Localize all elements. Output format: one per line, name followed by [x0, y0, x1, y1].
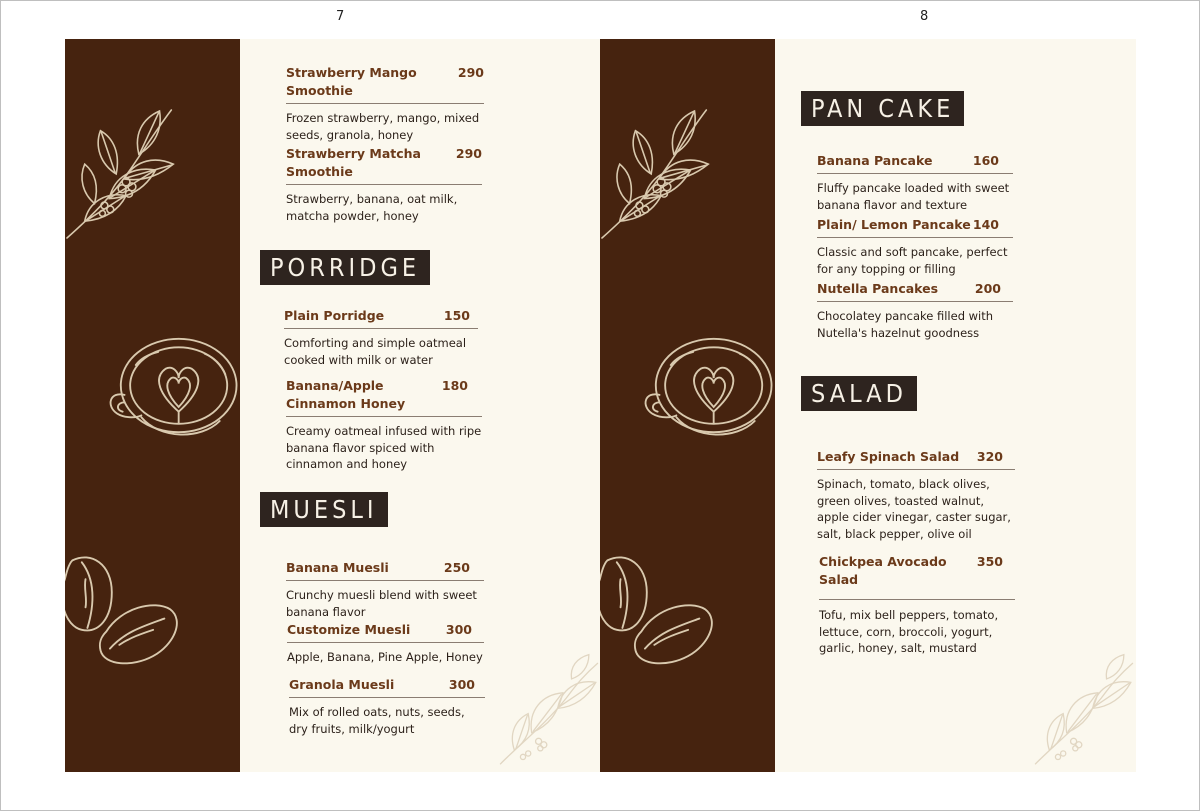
item-description: Strawberry, banana, oat milk, matcha powder, honey: [286, 192, 458, 223]
item-name: Chickpea Avocado Salad: [819, 554, 947, 587]
menu-item: [286, 145, 482, 224]
decorative-strip: [65, 39, 240, 772]
item-header: [817, 216, 1013, 238]
item-price: 320: [976, 449, 1003, 464]
item-description: Frozen strawberry, mango, mixed seeds, granola, honey: [286, 111, 480, 142]
menu-item: [817, 280, 1013, 341]
menu-item: [819, 553, 1015, 657]
menu-item: [286, 377, 482, 473]
menu-item: [817, 152, 1013, 213]
decorative-strip: [600, 39, 775, 772]
item-header: [817, 280, 1013, 302]
item-header: [286, 559, 484, 581]
section-title-pancake: PAN CAKE: [801, 91, 964, 126]
menu-item: [284, 307, 478, 368]
latte-cup-icon: [638, 337, 780, 449]
item-price: 150: [443, 308, 470, 323]
item-header: [817, 448, 1015, 470]
item-name: Banana/Apple Cinnamon Honey: [286, 378, 406, 411]
item-header: [284, 307, 478, 329]
item-description: Apple, Banana, Pine Apple, Honey: [287, 650, 483, 664]
page-number-left: 7: [336, 9, 345, 24]
item-name: Plain Porridge: [284, 308, 385, 323]
item-price: 350: [976, 554, 1003, 569]
item-name: Strawberry Matcha Smoothie: [286, 146, 421, 179]
item-price: 160: [972, 153, 999, 168]
item-description: Fluffy pancake loaded with sweet banana flavor and texture: [817, 181, 1010, 212]
item-description: Comforting and simple oatmeal cooked with milk or water: [284, 336, 467, 367]
coffee-beans-icon: [65, 549, 185, 675]
item-price: 250: [443, 560, 470, 575]
item-price: 300: [448, 677, 475, 692]
item-price: 200: [974, 281, 1001, 296]
item-description: Tofu, mix bell peppers, tomato, lettuce, corn, broccoli, yogurt, garlic, honey, salt, mustard: [819, 608, 999, 655]
menu-page-left: [65, 39, 601, 772]
menu-item: [286, 559, 484, 620]
item-header: [287, 621, 484, 643]
item-name: Nutella Pancakes: [817, 281, 939, 296]
item-name: Granola Muesli: [289, 677, 395, 692]
coffee-beans-icon: [600, 549, 720, 675]
section-title-porridge: PORRIDGE: [260, 250, 430, 285]
item-header: [817, 152, 1013, 174]
item-price: 290: [457, 65, 484, 80]
item-description: Chocolatey pancake filled with Nutella's hazelnut goodness: [817, 309, 994, 340]
item-name: Banana Pancake: [817, 153, 933, 168]
section-title-muesli: MUESLI: [260, 492, 388, 527]
coffee-leaf-icon: [1032, 649, 1136, 772]
item-header: [289, 676, 485, 698]
item-description: Spinach, tomato, black olives, green olives, toasted walnut, apple cider vinegar, caster sugar, salt, black pepper, olive oil: [817, 477, 1011, 541]
item-header: [286, 377, 482, 417]
menu-page-right: [600, 39, 1136, 772]
item-header: [819, 553, 1015, 600]
item-header: [286, 145, 482, 185]
latte-cup-icon: [103, 337, 245, 449]
item-name: Plain/ Lemon Pancake: [817, 217, 971, 232]
item-header: [286, 64, 484, 104]
menu-item: [817, 216, 1013, 277]
item-description: Creamy oatmeal infused with ripe banana flavor spiced with cinnamon and honey: [286, 424, 482, 471]
menu-item: [817, 448, 1015, 542]
menu-item: [289, 676, 485, 737]
item-description: Classic and soft pancake, perfect for any topping or filling: [817, 245, 1008, 276]
item-description: Mix of rolled oats, nuts, seeds, dry fruits, milk/yogurt: [289, 705, 465, 736]
coffee-plant-icon: [600, 104, 728, 244]
item-price: 180: [441, 378, 468, 393]
coffee-plant-icon: [65, 104, 193, 244]
item-price: 290: [455, 146, 482, 161]
page-number-right: 8: [920, 9, 929, 24]
item-price: 300: [445, 622, 472, 637]
item-name: Strawberry Mango Smoothie: [286, 65, 417, 98]
item-name: Customize Muesli: [287, 622, 411, 637]
item-price: 140: [972, 217, 999, 232]
menu-item: [286, 64, 484, 143]
item-name: Banana Muesli: [286, 560, 389, 575]
item-description: Crunchy muesli blend with sweet banana flavor: [286, 588, 477, 619]
item-name: Leafy Spinach Salad: [817, 449, 960, 464]
section-title-salad: SALAD: [801, 376, 917, 411]
coffee-leaf-icon: [497, 649, 601, 772]
menu-item: [287, 621, 484, 666]
